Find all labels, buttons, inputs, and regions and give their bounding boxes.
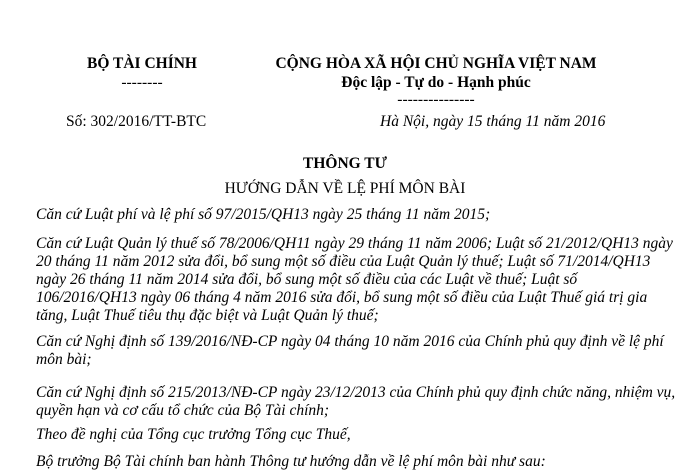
- preamble-paragraph: Căn cứ Nghị định số 139/2016/NĐ-CP ngày 04 tháng 10 năm 2016 của Chính phủ quy định về lệ phí môn bài;: [36, 333, 664, 368]
- document-subject: HƯỚNG DẪN VỀ LỆ PHÍ MÔN BÀI: [224, 180, 466, 197]
- motto-divider: ---------------: [397, 91, 475, 108]
- preamble-paragraph: Căn cứ Luật Quản lý thuế số 78/2006/QH11 ngày 29 tháng 11 năm 2006; Luật số 21/2012/QH13 ngày 20 tháng 11 năm 2012 sửa đổi, bổ sung một số điều của Luật Quản lý thuế; Luật số 71/2014/QH13 ngày 26 tháng 11 năm 2014 sửa đổi, bổ sung một số điều của các Luật về thuế; Luật số 106/2016/QH13 ngày 06 tháng 4 năm 2016 sửa đổi, bổ sung một số điều của Luật Thuế giá trị gia tăng, Luật Thuế tiêu thụ đặc biệt và Luật Quản lý thuế;: [36, 235, 673, 324]
- ministry-name: BỘ TÀI CHÍNH: [87, 55, 197, 72]
- document-type: THÔNG TƯ: [303, 155, 387, 172]
- national-motto: Độc lập - Tự do - Hạnh phúc: [341, 74, 531, 91]
- ministry-divider: --------: [121, 74, 163, 91]
- country-name: CỘNG HÒA XÃ HỘI CHỦ NGHĨA VIỆT NAM: [275, 55, 597, 72]
- preamble-paragraph: Căn cứ Nghị định số 215/2013/NĐ-CP ngày 23/12/2013 của Chính phủ quy định chức năng, nhiệm vụ, quyền hạn và cơ cấu tổ chức của Bộ Tài chính;: [36, 384, 676, 419]
- preamble-paragraph: Bộ trưởng Bộ Tài chính ban hành Thông tư hướng dẫn về lệ phí môn bài như sau:: [36, 453, 546, 470]
- place-and-date: Hà Nội, ngày 15 tháng 11 năm 2016: [380, 113, 606, 130]
- preamble-paragraph: Căn cứ Luật phí và lệ phí số 97/2015/QH13 ngày 25 tháng 11 năm 2015;: [36, 206, 491, 223]
- document-number: Số: 302/2016/TT-BTC: [66, 113, 207, 130]
- preamble-paragraph: Theo đề nghị của Tổng cục trưởng Tổng cục Thuế,: [36, 426, 351, 443]
